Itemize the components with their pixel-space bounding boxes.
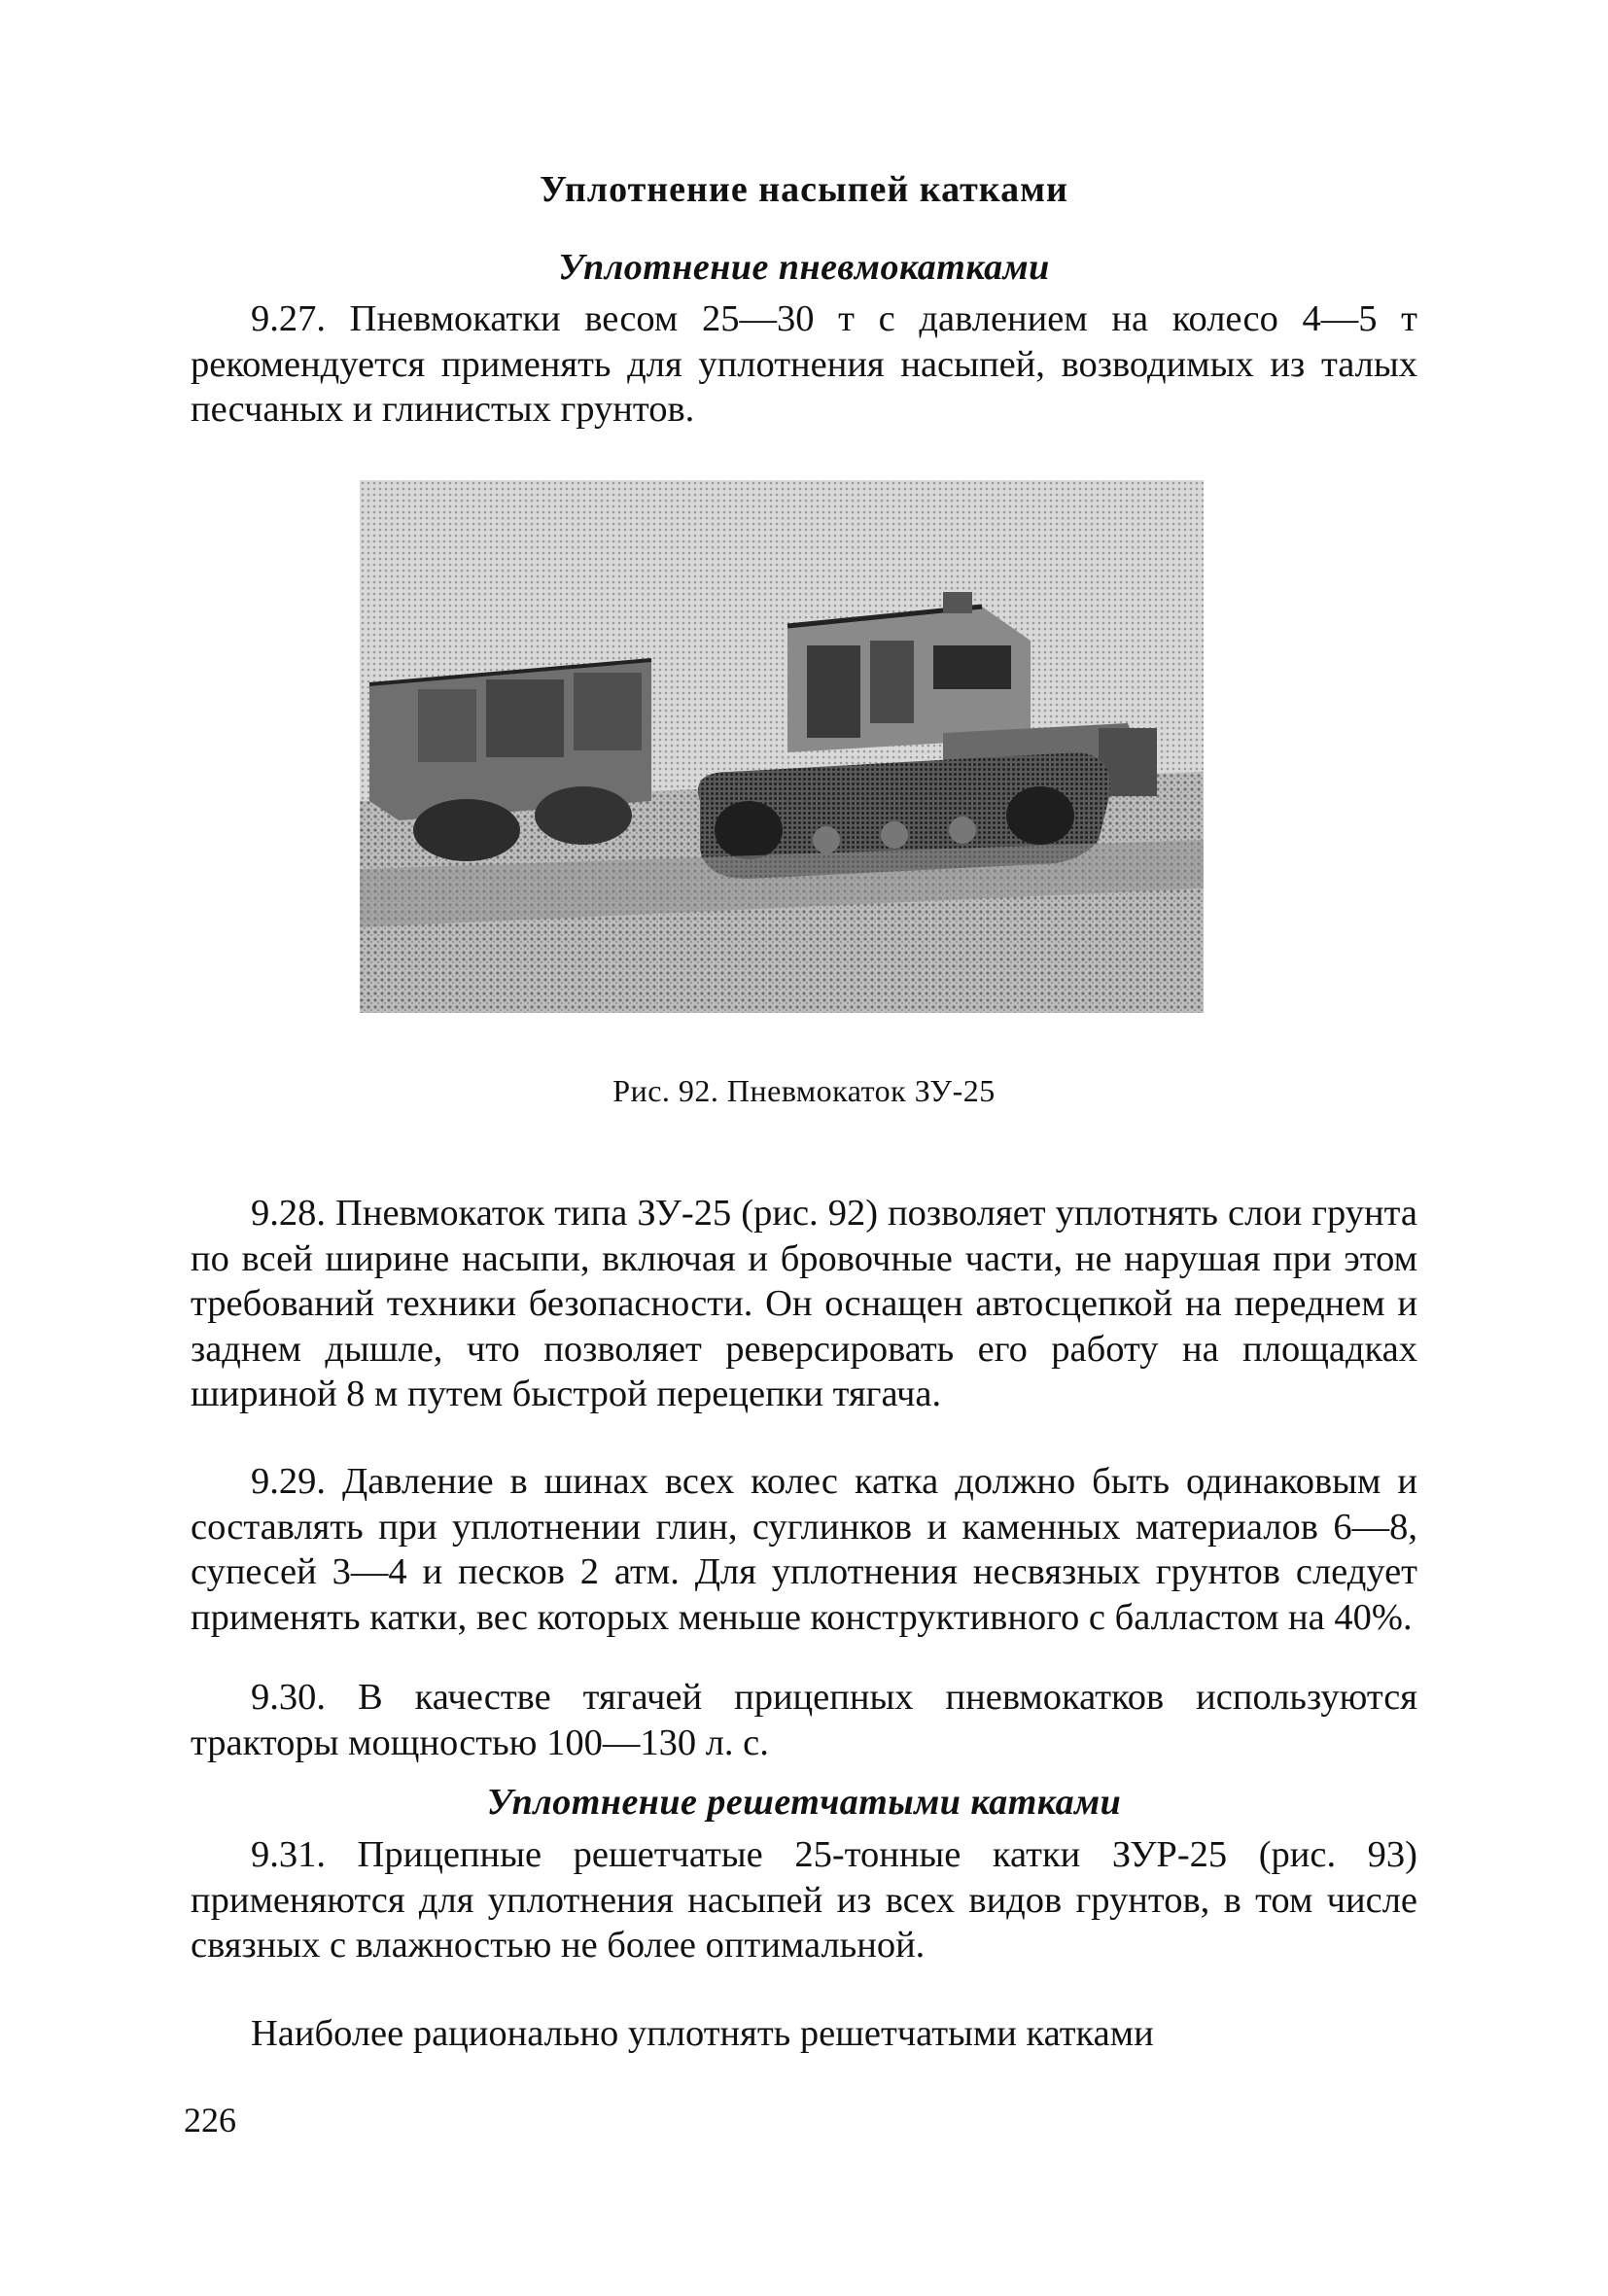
- pneumatic-roller-photo-icon: [360, 480, 1204, 1013]
- paragraph-9-27: 9.27. Пневмокатки весом 25—30 т с давлением на колесо 4—5 т рекомендуется применять для уплотнения насыпей, возводимых из талых песчаных и глинистых грунтов.: [191, 298, 1417, 430]
- subheading-pneumatic-rollers: Уплотнение пневмокатками: [558, 247, 1050, 288]
- paragraph-9-31: 9.31. Прицепные решетчатые 25-тонные катки ЗУР-25 (рис. 93) применяются для уплотнения насыпей из всех видов грунтов, в том числе связных с влажностью не более оптимальной.: [191, 1834, 1417, 1966]
- subheading-grid-rollers: Уплотнение решетчатыми катками: [486, 1782, 1122, 1823]
- paragraph-9-30: 9.30. В качестве тягачей прицепных пневмокатков используются тракторы мощностью 100—130 л. с.: [191, 1677, 1417, 1763]
- page-number: 226: [184, 2101, 236, 2139]
- paragraph-continuation: Наиболее рационально уплотнять решетчатыми катками: [251, 2013, 1154, 2054]
- paragraph-9-28: 9.28. Пневмокаток типа ЗУ-25 (рис. 92) позволяет уплотнять слои грунта по всей ширине насыпи, включая и бровочные части, не нарушая при этом требований техники безопасности. Он оснащен автосцепкой на переднем и заднем дышле, что позволяет реверсировать его работу на площадках шириной 8 м путем быстрой перецепки тягача.: [191, 1193, 1417, 1414]
- paragraph-9-29: 9.29. Давление в шинах всех колес катка должно быть одинаковым и составлять при уплотнении глин, суглинков и каменных материалов 6—8, супесей 3—4 и песков 2 атм. Для уплотнения несвязных грунтов следует применять катки, вес которых меньше конструктивного с балластом на 40%.: [191, 1461, 1417, 1638]
- figure-caption: Рис. 92. Пневмокаток ЗУ-25: [612, 1073, 996, 1108]
- section-heading: Уплотнение насыпей катками: [540, 169, 1068, 210]
- figure-photo: [360, 480, 1204, 1013]
